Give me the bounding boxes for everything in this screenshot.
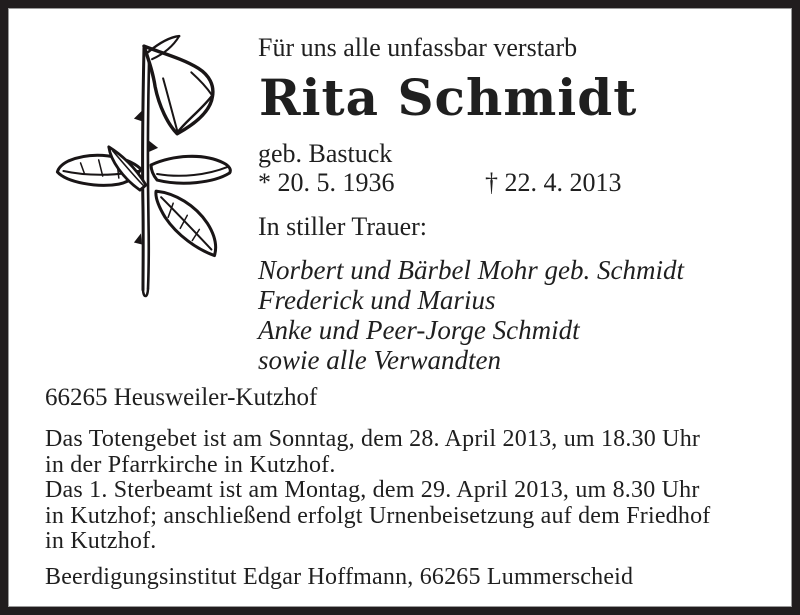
death-date: † 22. 4. 2013 [485,168,622,197]
sterbeamt-line: Das 1. Sterbeamt ist am Montag, dem 29. April 2013, um 8.30 Uhr [45,477,700,503]
rose-icon [48,26,244,318]
mourner-line: Norbert und Bärbel Mohr geb. Schmidt [258,255,684,285]
funeral-home-line: Beerdigungsinstitut Edgar Hoffmann, 66265 Lummerscheid [45,564,634,590]
maiden-name: geb. Bastuck [258,139,393,168]
totengebet-line: Das Totengebet ist am Sonntag, dem 28. April 2013, um 18.30 Uhr [45,426,701,452]
mourning-label: In stiller Trauer: [258,212,427,241]
birth-date: * 20. 5. 1936 [258,168,395,197]
deceased-name: Rita Schmidt [259,68,638,127]
mourners-list [258,255,684,375]
totengebet-line: in der Pfarrkirche in Kutzhof. [45,452,336,478]
life-dates [258,168,728,198]
intro-line: Für uns alle unfassbar verstarb [258,33,578,62]
rose-illustration [48,26,244,318]
mourner-line: Frederick und Marius [258,285,496,315]
rose-bud [144,36,213,134]
notice-paper [8,8,792,607]
location-line: 66265 Heusweiler-Kutzhof [45,384,318,411]
sterbeamt-line: in Kutzhof. [45,528,157,554]
mourner-line: Anke und Peer-Jorge Schmidt [258,315,580,345]
sterbeamt-line: in Kutzhof; anschließend erfolgt Urnenbeisetzung auf dem Friedhof [45,503,711,529]
mourner-line: sowie alle Verwandten [258,345,501,375]
